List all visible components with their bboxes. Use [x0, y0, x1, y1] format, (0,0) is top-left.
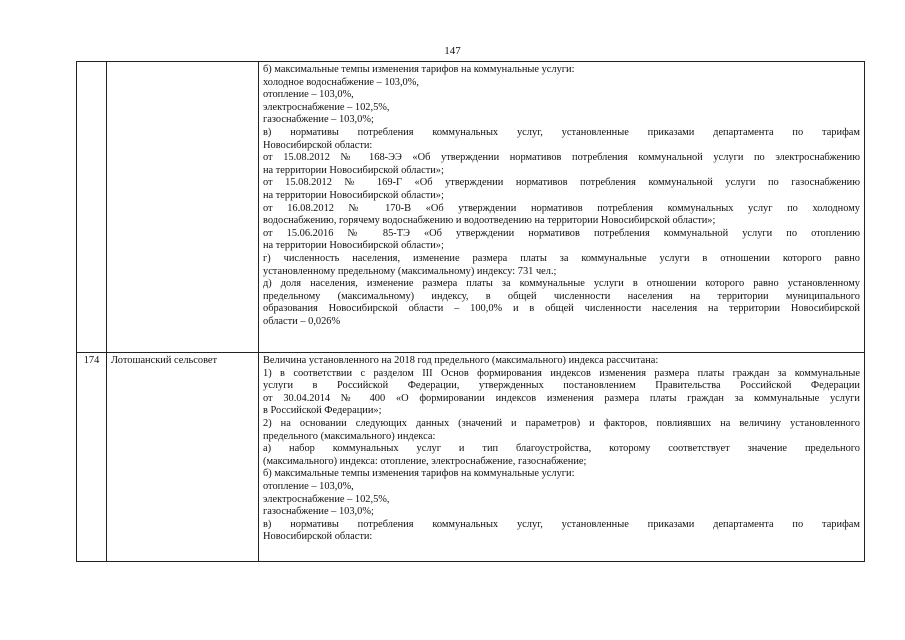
text-line: отопление – 103,0%, — [263, 89, 354, 101]
municipality-name-cell: Лотошанский сельсовет — [107, 353, 259, 562]
text-line: от 15.08.2012 № 168-ЭЭ «Об утверждении нормативов потребления коммунальной услуги по электроснабжению — [263, 152, 860, 164]
table-row — [77, 353, 865, 562]
text-line: образования Новосибирской области – 100,0% и в общей численности населения на территории Новосибирской — [263, 303, 860, 315]
text-line: (максимального) индекса: отопление, электроснабжение, газоснабжение; — [263, 455, 587, 467]
text-line: предельному (максимальному) индексу, в общей численности населения на территории муниципального — [263, 290, 860, 302]
description-cell — [259, 62, 865, 353]
text-line: в Российской Федерации»; — [263, 405, 382, 417]
text-line: г) численность населения, изменение размера платы за коммунальные услуги в отношении которого равно — [263, 252, 860, 264]
text-line: в) нормативы потребления коммунальных услуг, установленные приказами департамента по тарифам — [263, 518, 860, 530]
row-number-cell — [77, 62, 107, 353]
text-line: от 30.04.2014 № 400 «О формировании индексов изменения размера платы граждан за коммунальные услуги — [263, 392, 860, 404]
page-number: 147 — [444, 45, 461, 57]
text-line: от 15.08.2012 № 169-Г «Об утверждении нормативов потребления коммунальной услуги по газоснабжению — [263, 177, 860, 189]
tariff-table — [76, 61, 865, 562]
text-line: Новосибирской области: — [263, 139, 373, 151]
text-line: области – 0,026% — [263, 315, 341, 327]
text-line: Величина установленного на 2018 год предельного (максимального) индекса рассчитана: — [263, 355, 659, 366]
text-line: д) доля населения, изменение размера платы за коммунальные услуги в отношении которого равно установленному — [263, 278, 860, 290]
municipality-name-cell — [107, 62, 259, 353]
text-line: на территории Новосибирской области»; — [263, 240, 444, 252]
text-line: водоснабжению, горячему водоснабжению и водоотведению на территории Новосибирской области»; — [263, 215, 716, 227]
text-line: на территории Новосибирской области»; — [263, 189, 444, 201]
table-row — [77, 62, 865, 353]
text-line: газоснабжение – 103,0%; — [263, 114, 374, 126]
text-line: отопление – 103,0%, — [263, 480, 354, 492]
text-line: от 16.08.2012 № 170-В «Об утверждении нормативов потребления коммунальных услуг по холодному — [263, 202, 860, 214]
text-line: б) максимальные темпы изменения тарифов на коммунальные услуги: — [263, 64, 575, 75]
text-line: холодное водоснабжение – 103,0%, — [263, 76, 420, 88]
text-line: предельного (максимального) индекса: — [263, 430, 436, 442]
text-line: услуги в Российской Федерации, утвержденных постановлением Правительства Российской Федерации — [263, 380, 860, 392]
text-line: электроснабжение – 102,5%, — [263, 493, 390, 505]
text-line: Новосибирской области: — [263, 531, 373, 543]
text-line: газоснабжение – 103,0%; — [263, 506, 374, 518]
text-line: а) набор коммунальных услуг и тип благоустройства, которому соответствует значение предельного — [263, 443, 860, 455]
row-number-cell: 174 — [77, 353, 107, 562]
description-cell — [259, 353, 865, 562]
text-line: б) максимальные темпы изменения тарифов на коммунальные услуги: — [263, 468, 575, 480]
text-line: в) нормативы потребления коммунальных услуг, установленные приказами департамента по тарифам — [263, 126, 860, 138]
text-line: 2) на основании следующих данных (значений и параметров) и факторов, повлиявших на величину установленного — [263, 417, 860, 429]
text-line: 1) в соответствии с разделом III Основ формирования индексов изменения размера платы граждан за коммунальные — [263, 367, 860, 379]
text-line: электроснабжение – 102,5%, — [263, 101, 390, 113]
text-line: установленному предельному (максимальному) индексу: 731 чел.; — [263, 265, 557, 277]
text-line: от 15.06.2016 № 85-ТЭ «Об утверждении нормативов потребления коммунальной услуги по отоплению — [263, 227, 860, 239]
text-line: на территории Новосибирской области»; — [263, 164, 444, 176]
